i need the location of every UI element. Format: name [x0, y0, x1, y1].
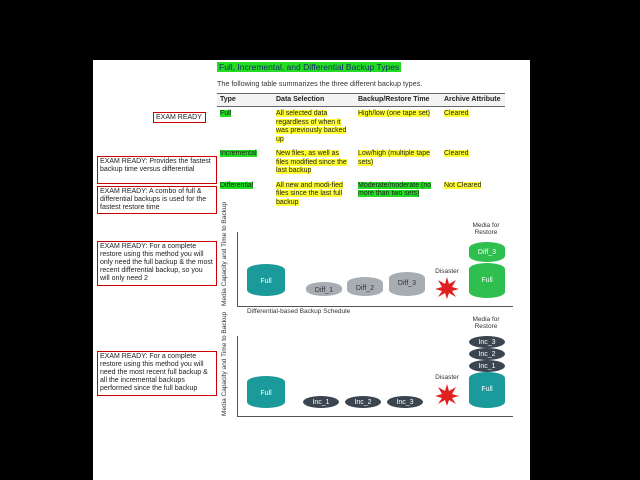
diff-3-cylinder [389, 272, 425, 296]
y-axis [237, 336, 238, 416]
cell-archive: Cleared [444, 110, 469, 117]
intro-text: The following table summarizes the three different backup types. [217, 79, 423, 88]
x-axis [237, 306, 513, 307]
table-header-row [217, 94, 505, 107]
exam-note-3: EXAM READY: A combo of full & differential backups is used for the fastest restore time [97, 186, 217, 214]
cylinder-label: Inc_3 [396, 399, 414, 406]
header-data-selection: Data Selection [273, 94, 355, 107]
cell-selection: All selected data regardless of when it was previously backed up [276, 110, 347, 143]
header-time: Backup/Restore Time [355, 94, 441, 107]
diff-2-cylinder [347, 277, 383, 296]
cylinder-label: Full [260, 278, 272, 285]
cell-time: Low/high (multiple tape sets) [358, 150, 430, 166]
exam-note-5: EXAM READY: For a complete restore using this method you will need the most recent full backup & all the incremental backups performed since the full backup [97, 351, 217, 396]
cell-selection: New files, as well as files modified since the last backup [276, 150, 347, 174]
cylinder-label: Diff_3 [397, 280, 417, 287]
y-axis-label: Media Capacity and Time to Backup [221, 201, 228, 306]
cylinder-label: Inc_2 [354, 399, 372, 406]
inc-2-cylinder [345, 396, 381, 408]
cylinder-label: Full [481, 386, 493, 393]
full-cylinder [247, 376, 285, 408]
table-row [217, 147, 505, 179]
cylinder-label: Diff_2 [355, 285, 375, 292]
cylinder-label: Diff_3 [477, 249, 497, 256]
media-for-restore-label: Media for Restore [472, 316, 500, 330]
inc-1-cylinder [303, 396, 339, 408]
backup-types-table [217, 93, 505, 210]
exam-note-1: EXAM READY [153, 112, 206, 123]
diff-1-cylinder [306, 282, 342, 296]
document-page [93, 60, 530, 480]
cylinder-label: Diff_1 [314, 287, 334, 294]
header-archive: Archive Attribute [441, 94, 505, 107]
cell-archive: Cleared [444, 150, 469, 157]
cylinder-label: Inc_2 [478, 351, 496, 358]
differential-diagram [217, 201, 517, 320]
page-title: Full, Incremental, and Differential Backup Types [219, 62, 400, 72]
x-axis [237, 416, 513, 417]
exam-note-2: EXAM READY: Provides the fastest backup time versus differential [97, 156, 217, 184]
y-axis [237, 232, 238, 306]
restore-inc-1-cylinder [469, 360, 505, 372]
cell-type: Incremental [220, 150, 257, 157]
disaster-label: Disaster [435, 268, 459, 275]
header-type: Type [217, 94, 273, 107]
y-axis-label: Media Capacity and Time to Backup [221, 311, 228, 416]
disaster-label: Disaster [435, 374, 459, 381]
cell-type: Differential [220, 181, 254, 189]
table-row [217, 107, 505, 148]
exam-note-4: EXAM READY: For a complete restore using this method you will only need the full backup & the most recent differential backup, so you will only need 2 [97, 241, 217, 286]
restore-full-cylinder [469, 372, 505, 408]
restore-diff-3-cylinder [469, 242, 505, 262]
disaster-burst-icon [435, 384, 459, 406]
cell-selection: All new and modi-fied files since the last full backup [276, 181, 343, 206]
full-cylinder [247, 264, 285, 296]
media-for-restore-label: Media for Restore [472, 222, 500, 236]
table-row [217, 179, 505, 211]
cell-time: High/low (one tape set) [358, 110, 430, 117]
cylinder-label: Full [260, 390, 272, 397]
restore-full-cylinder [469, 263, 505, 298]
cell-type: Full [220, 110, 232, 117]
cylinder-label: Full [481, 277, 493, 284]
restore-inc-2-cylinder [469, 348, 505, 360]
disaster-burst-icon [435, 277, 459, 299]
cylinder-label: Inc_1 [478, 363, 496, 370]
inc-3-cylinder [387, 396, 423, 408]
cylinder-label: Inc_3 [478, 339, 496, 346]
cell-time: Moderate/moderate (no more than two sets) [358, 181, 432, 197]
x-axis-label: Differential-based Backup Schedule [247, 308, 351, 315]
cylinder-label: Inc_1 [312, 399, 330, 406]
cell-archive: Not Cleared [444, 181, 482, 189]
restore-inc-3-cylinder [469, 336, 505, 348]
